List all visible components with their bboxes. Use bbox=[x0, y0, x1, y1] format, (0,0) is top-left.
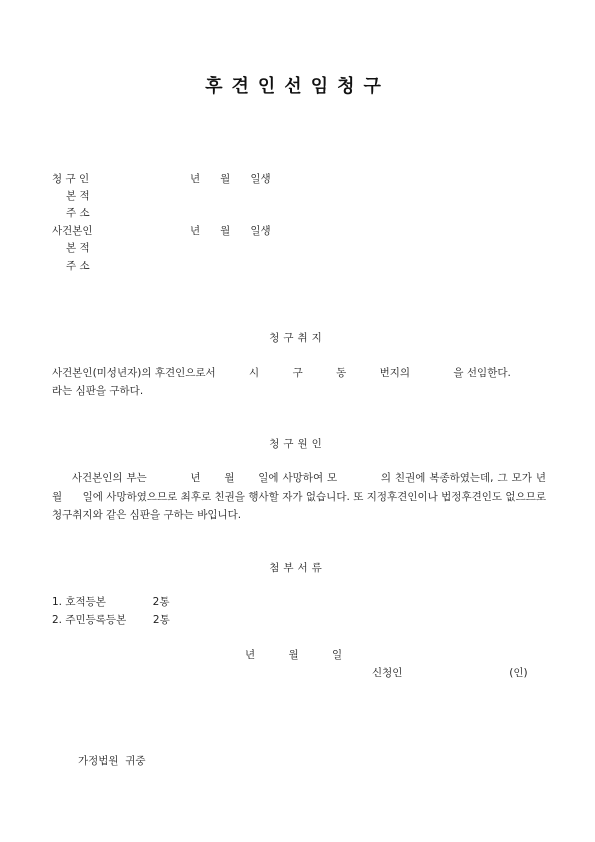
purpose-heading: 청구취지 bbox=[269, 332, 326, 344]
claimant-label: 청 구 인 bbox=[52, 173, 90, 185]
claimant-birthdate: 년 월 일생 bbox=[190, 173, 271, 185]
cause-heading: 청구원인 bbox=[269, 438, 326, 450]
principal-label: 사건본인 bbox=[52, 225, 93, 237]
purpose-line-2: 라는 심판을 구하다. bbox=[52, 385, 144, 397]
document-title: 후견인선임청구 bbox=[205, 76, 390, 97]
cause-paragraph: 사건본인의 부는 년 월 일에 사망하여 모 의 친권에 복종하였는데, 그 모가 년 월 일에 사망하였으므로 최후로 친권을 행사할 자가 없습니다. 또 지정후견인이나 법정후견인도 없으므로 청구취지와 같은 심판을 구하는 바입니다. bbox=[52, 472, 567, 521]
claimant-domicile-label: 본 적 bbox=[66, 190, 90, 202]
applicant-signature-line: 신청인 (인) bbox=[372, 667, 528, 679]
claimant-address-label: 주 소 bbox=[66, 207, 90, 219]
court-addressee: 가정법원 귀중 bbox=[78, 755, 146, 767]
attachments-heading: 첨부서류 bbox=[269, 562, 326, 574]
principal-domicile-label: 본 적 bbox=[66, 242, 90, 254]
principal-address-label: 주 소 bbox=[66, 260, 90, 272]
filing-date: 년 월 일 bbox=[245, 649, 343, 661]
principal-birthdate: 년 월 일생 bbox=[190, 225, 271, 237]
attachment-item: 2. 주민등록등본 2통 bbox=[52, 614, 170, 626]
purpose-line-1: 사건본인(미성년자)의 후견인으로서 시 구 동 번지의 을 선임한다. bbox=[52, 367, 511, 379]
attachment-item: 1. 호적등본 2통 bbox=[52, 596, 170, 608]
